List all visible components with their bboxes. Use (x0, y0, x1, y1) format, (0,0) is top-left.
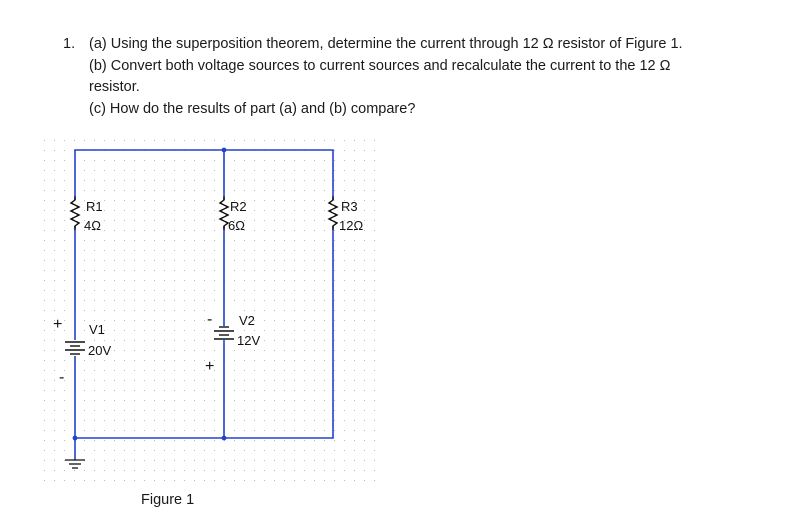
v1-name-label: V1 (89, 322, 105, 337)
v1-minus-sign: - (59, 369, 65, 386)
question-part-b-line2: resistor. (89, 79, 140, 95)
r1-name-label: R1 (86, 199, 103, 214)
r2-name-label: R2 (230, 199, 247, 214)
v1-plus-sign: + (53, 316, 63, 333)
battery-v2-symbol (213, 306, 235, 344)
v2-value-label: 12V (237, 333, 261, 348)
question-part-b-line1: (b) Convert both voltage sources to current sources and recalculate the current to the 12 Ω (89, 57, 671, 74)
grid-background (40, 136, 380, 481)
r1-value-label: 4Ω (84, 218, 101, 233)
junction-left-bottom (73, 436, 78, 441)
question-part-c: (c) How do the results of part (a) and (b) compare? (89, 100, 416, 117)
circuit-figure (40, 136, 380, 481)
r2-value-label: 6Ω (228, 218, 245, 233)
r3-name-label: R3 (341, 199, 358, 214)
figure-caption: Figure 1 (141, 492, 195, 508)
r3-value-label: 12Ω (339, 218, 364, 233)
question-number: 1. (63, 36, 76, 52)
v1-value-label: 20V (88, 343, 112, 358)
junction-top (222, 148, 227, 153)
v2-name-label: V2 (239, 313, 255, 328)
v2-plus-sign: + (205, 358, 215, 375)
junction-bottom (222, 436, 227, 441)
question-part-a: (a) Using the superposition theorem, determine the current through 12 Ω resistor of Figure 1. (89, 36, 683, 52)
v2-minus-sign: - (207, 311, 213, 328)
circuit-diagram (40, 136, 380, 481)
